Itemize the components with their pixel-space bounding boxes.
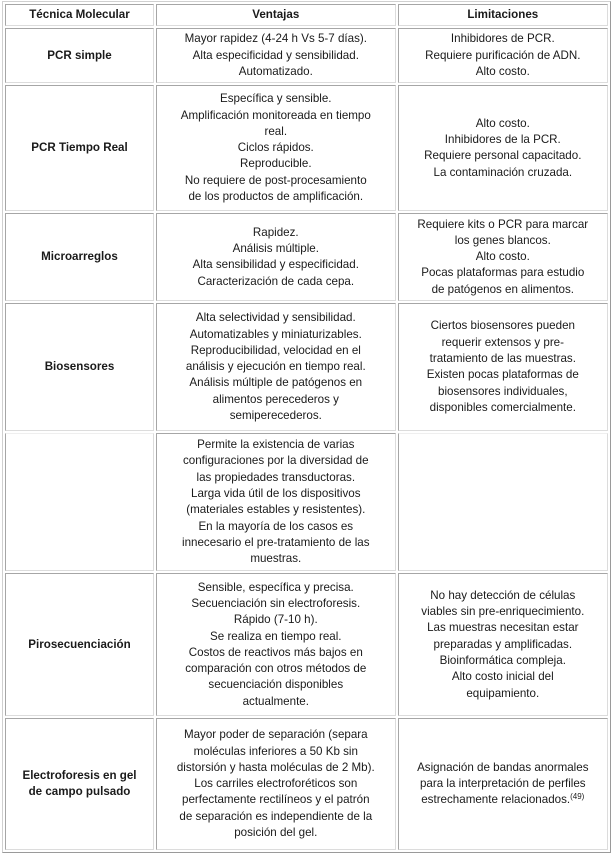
advantage-item: análisis y ejecución en tiempo real.: [185, 360, 366, 374]
limitation-item: Inhibidores de la PCR.: [444, 133, 561, 146]
limitation-item: Requiere purificación de ADN.: [425, 48, 581, 62]
advantage-item: En la mayoría de los casos es: [198, 519, 354, 533]
advantage-item: Rapidez.: [252, 225, 299, 239]
technique-name: Biosensores: [5, 303, 154, 431]
advantage-item: Reproducibilidad, velocidad en el: [190, 343, 361, 357]
limitation-item: [402, 792, 604, 808]
advantage-item: Ciclos rápidos.: [237, 141, 314, 155]
advantage-item: muestras.: [250, 552, 302, 566]
limitations-cell: [398, 573, 608, 716]
limitation-item: disponibles comercialmente.: [429, 400, 576, 414]
advantages-cell: [156, 573, 396, 716]
advantage-item: actualmente.: [242, 694, 309, 708]
advantage-item: perfectamente rectilíneos y el patrón: [182, 793, 370, 807]
advantage-item: distorsión y hasta moléculas de 2 Mb).: [176, 760, 375, 774]
limitations-cell-empty: [398, 433, 608, 571]
advantage-item: las propiedades transductoras.: [196, 470, 356, 484]
advantage-item: Automatizables y miniaturizables.: [189, 327, 362, 341]
advantage-item: Caracterización de cada cepa.: [197, 274, 355, 288]
advantage-item: alimentos perecederos y: [212, 392, 339, 406]
limitation-item: Requiere personal capacitado.: [424, 149, 582, 163]
limitation-item: Las muestras necesitan estar: [427, 621, 579, 635]
advantages-cell: [156, 303, 396, 431]
limitation-item: tratamiento de las muestras.: [429, 352, 576, 365]
limitation-item: La contaminación cruzada.: [433, 165, 573, 179]
advantage-item: moléculas inferiores a 50 Kb sin: [193, 744, 358, 758]
advantage-item: Sensible, específica y precisa.: [197, 580, 354, 594]
advantage-item: Secuenciación sin electroforesis.: [191, 596, 361, 610]
advantage-item: No requiere de post-procesamiento: [184, 173, 367, 187]
technique-name-line: de campo pulsado: [28, 785, 131, 799]
advantages-cell: [156, 85, 396, 211]
advantage-item: Alta selectividad y sensibilidad.: [195, 311, 356, 325]
advantage-item: semiperecederos.: [229, 409, 322, 423]
limitation-item: preparadas y amplificadas.: [433, 637, 573, 651]
column-header-technique: Técnica Molecular: [5, 4, 154, 26]
advantage-item: Alta sensibilidad y especificidad.: [192, 258, 359, 272]
advantage-item: Análisis múltiple de patógenos en: [189, 376, 363, 390]
limitation-item: Existen pocas plataformas de: [426, 368, 579, 382]
limitation-item: los genes blancos.: [454, 233, 551, 247]
advantage-item: Automatizado.: [238, 64, 313, 78]
limitation-item: biosensores individuales,: [438, 384, 568, 398]
advantage-item: Se realiza en tiempo real.: [210, 629, 342, 643]
advantage-item: comparación con otros métodos de: [185, 662, 367, 676]
table-row: [5, 573, 608, 716]
limitations-cell: [398, 718, 608, 850]
limitation-item: para la interpretación de perfiles: [419, 777, 586, 791]
table-header-row: [5, 4, 608, 26]
limitation-item: Alto costo.: [475, 64, 530, 78]
reference-superscript: (49): [570, 792, 585, 802]
advantages-cell: [156, 213, 396, 301]
advantage-item: real.: [264, 124, 288, 138]
limitation-item: Alto costo.: [475, 250, 530, 264]
advantage-item: Mayor rapidez (4-24 h Vs 5-7 días).: [184, 32, 367, 46]
limitation-item: equipamiento.: [466, 686, 540, 700]
table-row-continuation: [5, 433, 608, 571]
limitation-item: Bioinformática compleja.: [439, 653, 566, 667]
limitation-text: estrechamente relacionados.: [421, 793, 571, 807]
column-header-advantages: Ventajas: [156, 4, 396, 26]
advantage-item: (materiales estables y resistentes).: [186, 503, 366, 517]
limitation-item: Inhibidores de PCR.: [450, 32, 555, 46]
limitations-cell: [398, 85, 608, 211]
limitation-item: Requiere kits o PCR para marcar: [417, 217, 589, 231]
advantage-item: Rápido (7-10 h).: [233, 613, 318, 627]
advantage-item: Mayor poder de separación (separa: [183, 728, 368, 742]
limitation-item: Ciertos biosensores pueden: [430, 319, 575, 333]
advantage-item: Costos de reactivos más bajos en: [188, 645, 363, 659]
limitations-cell: [398, 213, 608, 301]
column-header-limitations: Limitaciones: [398, 4, 608, 26]
limitation-item: Alto costo inicial del: [451, 670, 554, 684]
advantage-item: de separación es independiente de la: [179, 809, 373, 823]
technique-name: Pirosecuenciación: [5, 573, 154, 716]
limitation-item: de patógenos en alimentos.: [431, 282, 575, 296]
table-row: [5, 213, 608, 301]
advantage-item: secuenciación disponibles: [208, 678, 344, 692]
advantage-item: configuraciones por la diversidad de: [182, 454, 369, 468]
advantage-item: Reproducible.: [240, 157, 312, 171]
advantage-item: Permite la existencia de varias: [197, 438, 355, 452]
limitation-item: Alto costo.: [475, 116, 530, 130]
advantage-item: Análisis múltiple.: [232, 242, 319, 255]
advantages-cell: [156, 718, 396, 850]
table-row: [5, 85, 608, 211]
limitation-item: viables sin pre-enriquecimiento.: [421, 605, 585, 619]
advantage-item: Alta especificidad y sensibilidad.: [192, 48, 359, 62]
limitation-item: Asignación de bandas anormales: [417, 760, 589, 774]
advantage-item: Específica y sensible.: [220, 92, 332, 106]
limitations-cell: [398, 28, 608, 83]
advantage-item: Amplificación monitoreada en tiempo: [180, 108, 371, 122]
advantage-item: de los productos de amplificación.: [188, 190, 364, 204]
table-row: [5, 303, 608, 431]
advantages-cell: [156, 433, 396, 571]
table-row: [5, 718, 608, 850]
technique-name: PCR simple: [5, 28, 154, 83]
limitation-item: Pocas plataformas para estudio: [421, 266, 585, 280]
limitations-cell: [398, 303, 608, 431]
technique-name: PCR Tiempo Real: [5, 85, 154, 211]
advantage-item: Larga vida útil de los dispositivos: [191, 487, 361, 500]
technique-name-line: Electroforesis en gel: [22, 769, 137, 782]
technique-name: [5, 718, 154, 850]
technique-name-empty: [5, 433, 154, 571]
table-row: [5, 28, 608, 83]
advantages-cell: [156, 28, 396, 83]
molecular-techniques-table: [2, 1, 611, 853]
limitation-item: No hay detección de células: [430, 588, 576, 602]
advantage-item: Los carriles electroforéticos son: [194, 777, 358, 791]
limitation-item: requerir extensos y pre-: [441, 335, 564, 349]
technique-name: Microarreglos: [5, 213, 154, 301]
advantage-item: posición del gel.: [234, 826, 318, 840]
advantage-item: innecesario el pre-tratamiento de las: [182, 535, 370, 549]
